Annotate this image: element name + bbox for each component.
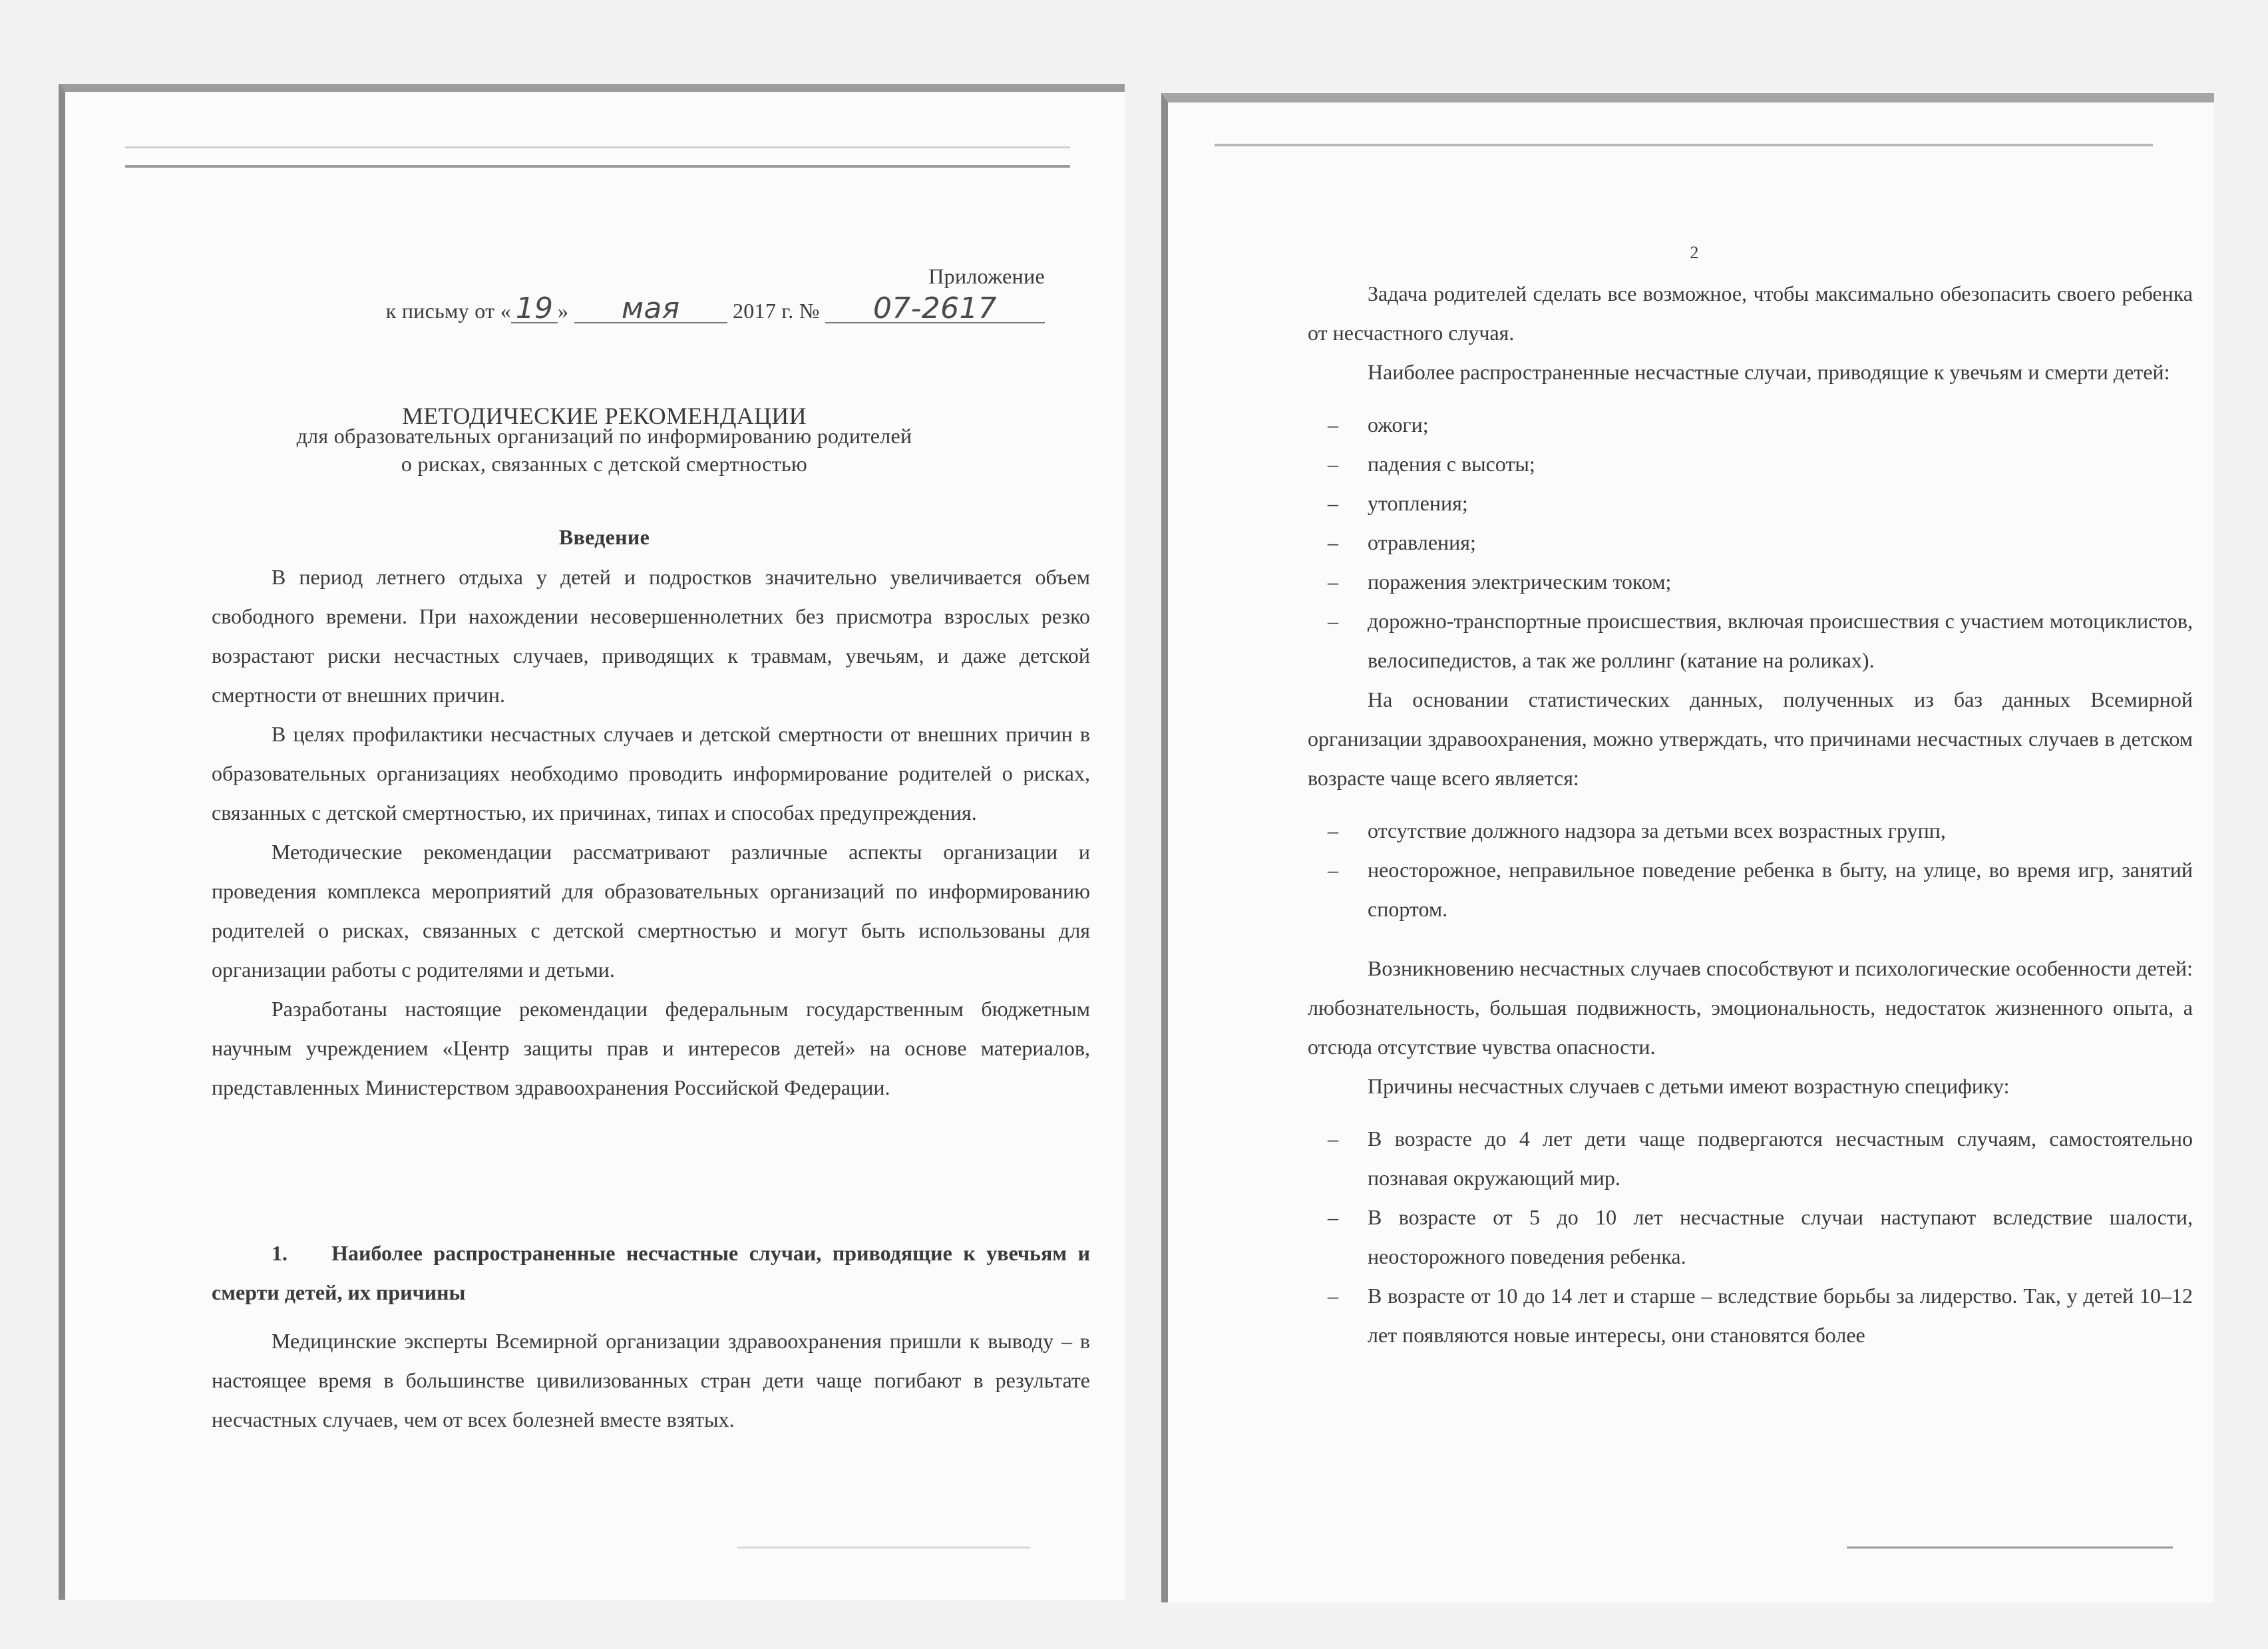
scan-artifact-line bbox=[737, 1547, 1030, 1549]
section1-heading bbox=[212, 1234, 1090, 1312]
page2-text bbox=[1308, 274, 2193, 1355]
accidents-list-item: – отравления; bbox=[1308, 523, 2193, 562]
accidents-list bbox=[1308, 405, 2193, 680]
letter-number: 07-2617 bbox=[825, 295, 1045, 323]
appendix-label: Приложение bbox=[928, 264, 1045, 288]
causes-list-item: – неосторожное, неправильное поведение ребенка в быту, на улице, во время игр, занятий спортом. bbox=[1308, 850, 2193, 929]
intro-paragraph: В период летнего отдыха у детей и подростков значительно увеличивается объем свободного времени. При нахождении несовершеннолетних без присмотра взрослых резко возрастают риски несчастных случаев, приводящих к травмам, увечьям, и даже детской смертности от внешних причин. bbox=[212, 565, 1090, 707]
scan-artifact-line bbox=[125, 146, 1070, 148]
page-number: 2 bbox=[1690, 243, 1699, 262]
accidents-list-item: – ожоги; bbox=[1308, 405, 2193, 445]
paragraph-age-specific: Причины несчастных случаев с детьми имеют возрастную специфику: bbox=[1368, 1074, 2010, 1098]
section1-text bbox=[212, 1322, 1090, 1439]
scan-artifact-line bbox=[1215, 144, 2153, 146]
accidents-list-item: – утопления; bbox=[1308, 484, 2193, 523]
age-list-item: – В возрасте от 5 до 10 лет несчастные случаи наступают вследствие шалости, неосторожного поведения ребенка. bbox=[1308, 1198, 2193, 1276]
intro-paragraph: Разработаны настоящие рекомендации федеральным государственным бюджетным научным учреждением «Центр защиты прав и интересов детей» на основе материалов, представленных Министерством здравоохранения Российской Федерации. bbox=[212, 997, 1090, 1099]
letter-day: 19 bbox=[511, 295, 558, 323]
paragraph-psychology: Возникновению несчастных случаев способствуют и психологические особенности детей: любознательность, большая подвижность, эмоциональность, недостаток жизненного опыта, а отсюда отсутствие чувства опасности. bbox=[1308, 956, 2193, 1059]
section1-number: 1. bbox=[272, 1241, 287, 1265]
age-list-item: – В возрасте от 10 до 14 лет и старше – вследствие борьбы за лидерство. Так, у детей 10–12 лет появляются новые интересы, они становятся более bbox=[1308, 1276, 2193, 1355]
letter-month: мая bbox=[574, 295, 727, 323]
section1-heading-text: Наиболее распространенные несчастные случаи, приводящие к увечьям и смерти детей, их причины bbox=[212, 1241, 1090, 1304]
intro-paragraph: В целях профилактики несчастных случаев и детской смертности от внешних причин в образовательных организациях необходимо проводить информирование родителей о рисках, связанных с детской смертностью, их причинах, типах и способах предупреждения. bbox=[212, 722, 1090, 824]
document-subtitle-line1: для образовательных организаций по информированию родителей bbox=[296, 424, 912, 448]
intro-paragraph: Методические рекомендации рассматривают различные аспекты организации и проведения комплекса мероприятий для образовательных организаций по информированию родителей о рисках, связанных с детской смертностью и могут быть использованы для организации работы с родителями и детьми. bbox=[212, 840, 1090, 982]
age-list-item: – В возрасте до 4 лет дети чаще подвергаются несчастным случаям, самостоятельно познавая окружающий мир. bbox=[1308, 1119, 2193, 1198]
document-page-1 bbox=[59, 84, 1125, 1600]
scan-artifact-line bbox=[125, 165, 1070, 168]
paragraph-statistics: На основании статистических данных, полученных из баз данных Всемирной организации здравоохранения, можно утверждать, что причинами несчастных случаев в детском возрасте чаще всего является: bbox=[1308, 687, 2193, 790]
accidents-list-item: – дорожно-транспортные происшествия, включая происшествия с участием мотоциклистов, велосипедистов, а так же роллинг (катание на роликах). bbox=[1308, 602, 2193, 680]
letter-reference bbox=[386, 291, 1045, 331]
causes-list-item: – отсутствие должного надзора за детьми всех возрастных групп, bbox=[1308, 811, 2193, 850]
intro-heading: Введение bbox=[558, 525, 650, 549]
section1-paragraph: Медицинские эксперты Всемирной организации здравоохранения пришли к выводу – в настоящее время в большинстве цивилизованных стран дети чаще погибают в результате несчастных случаев, чем от всех болезней вместе взятых. bbox=[212, 1329, 1090, 1431]
letter-prefix: к письму от « bbox=[385, 299, 511, 323]
causes-list bbox=[1308, 811, 2193, 929]
paragraph-task: Задача родителей сделать все возможное, чтобы максимально обезопасить своего ребенка от несчастного случая. bbox=[1308, 281, 2193, 345]
document-page-2 bbox=[1161, 93, 2214, 1602]
document-title: МЕТОДИЧЕСКИЕ РЕКОМЕНДАЦИИ bbox=[402, 403, 807, 429]
paragraph-common-accidents: Наиболее распространенные несчастные случаи, приводящие к увечьям и смерти детей: bbox=[1368, 360, 2170, 384]
letter-mid: » bbox=[558, 299, 569, 323]
document-subtitle-line2: о рисках, связанных с детской смертностью bbox=[401, 452, 808, 476]
letter-year: 2017 г. № bbox=[732, 299, 820, 323]
accidents-list-item: – падения с высоты; bbox=[1308, 445, 2193, 484]
accidents-list-item: – поражения электрическим током; bbox=[1308, 562, 2193, 602]
intro-text bbox=[212, 558, 1090, 1107]
scan-artifact-line bbox=[1847, 1547, 2173, 1549]
age-list bbox=[1308, 1119, 2193, 1355]
